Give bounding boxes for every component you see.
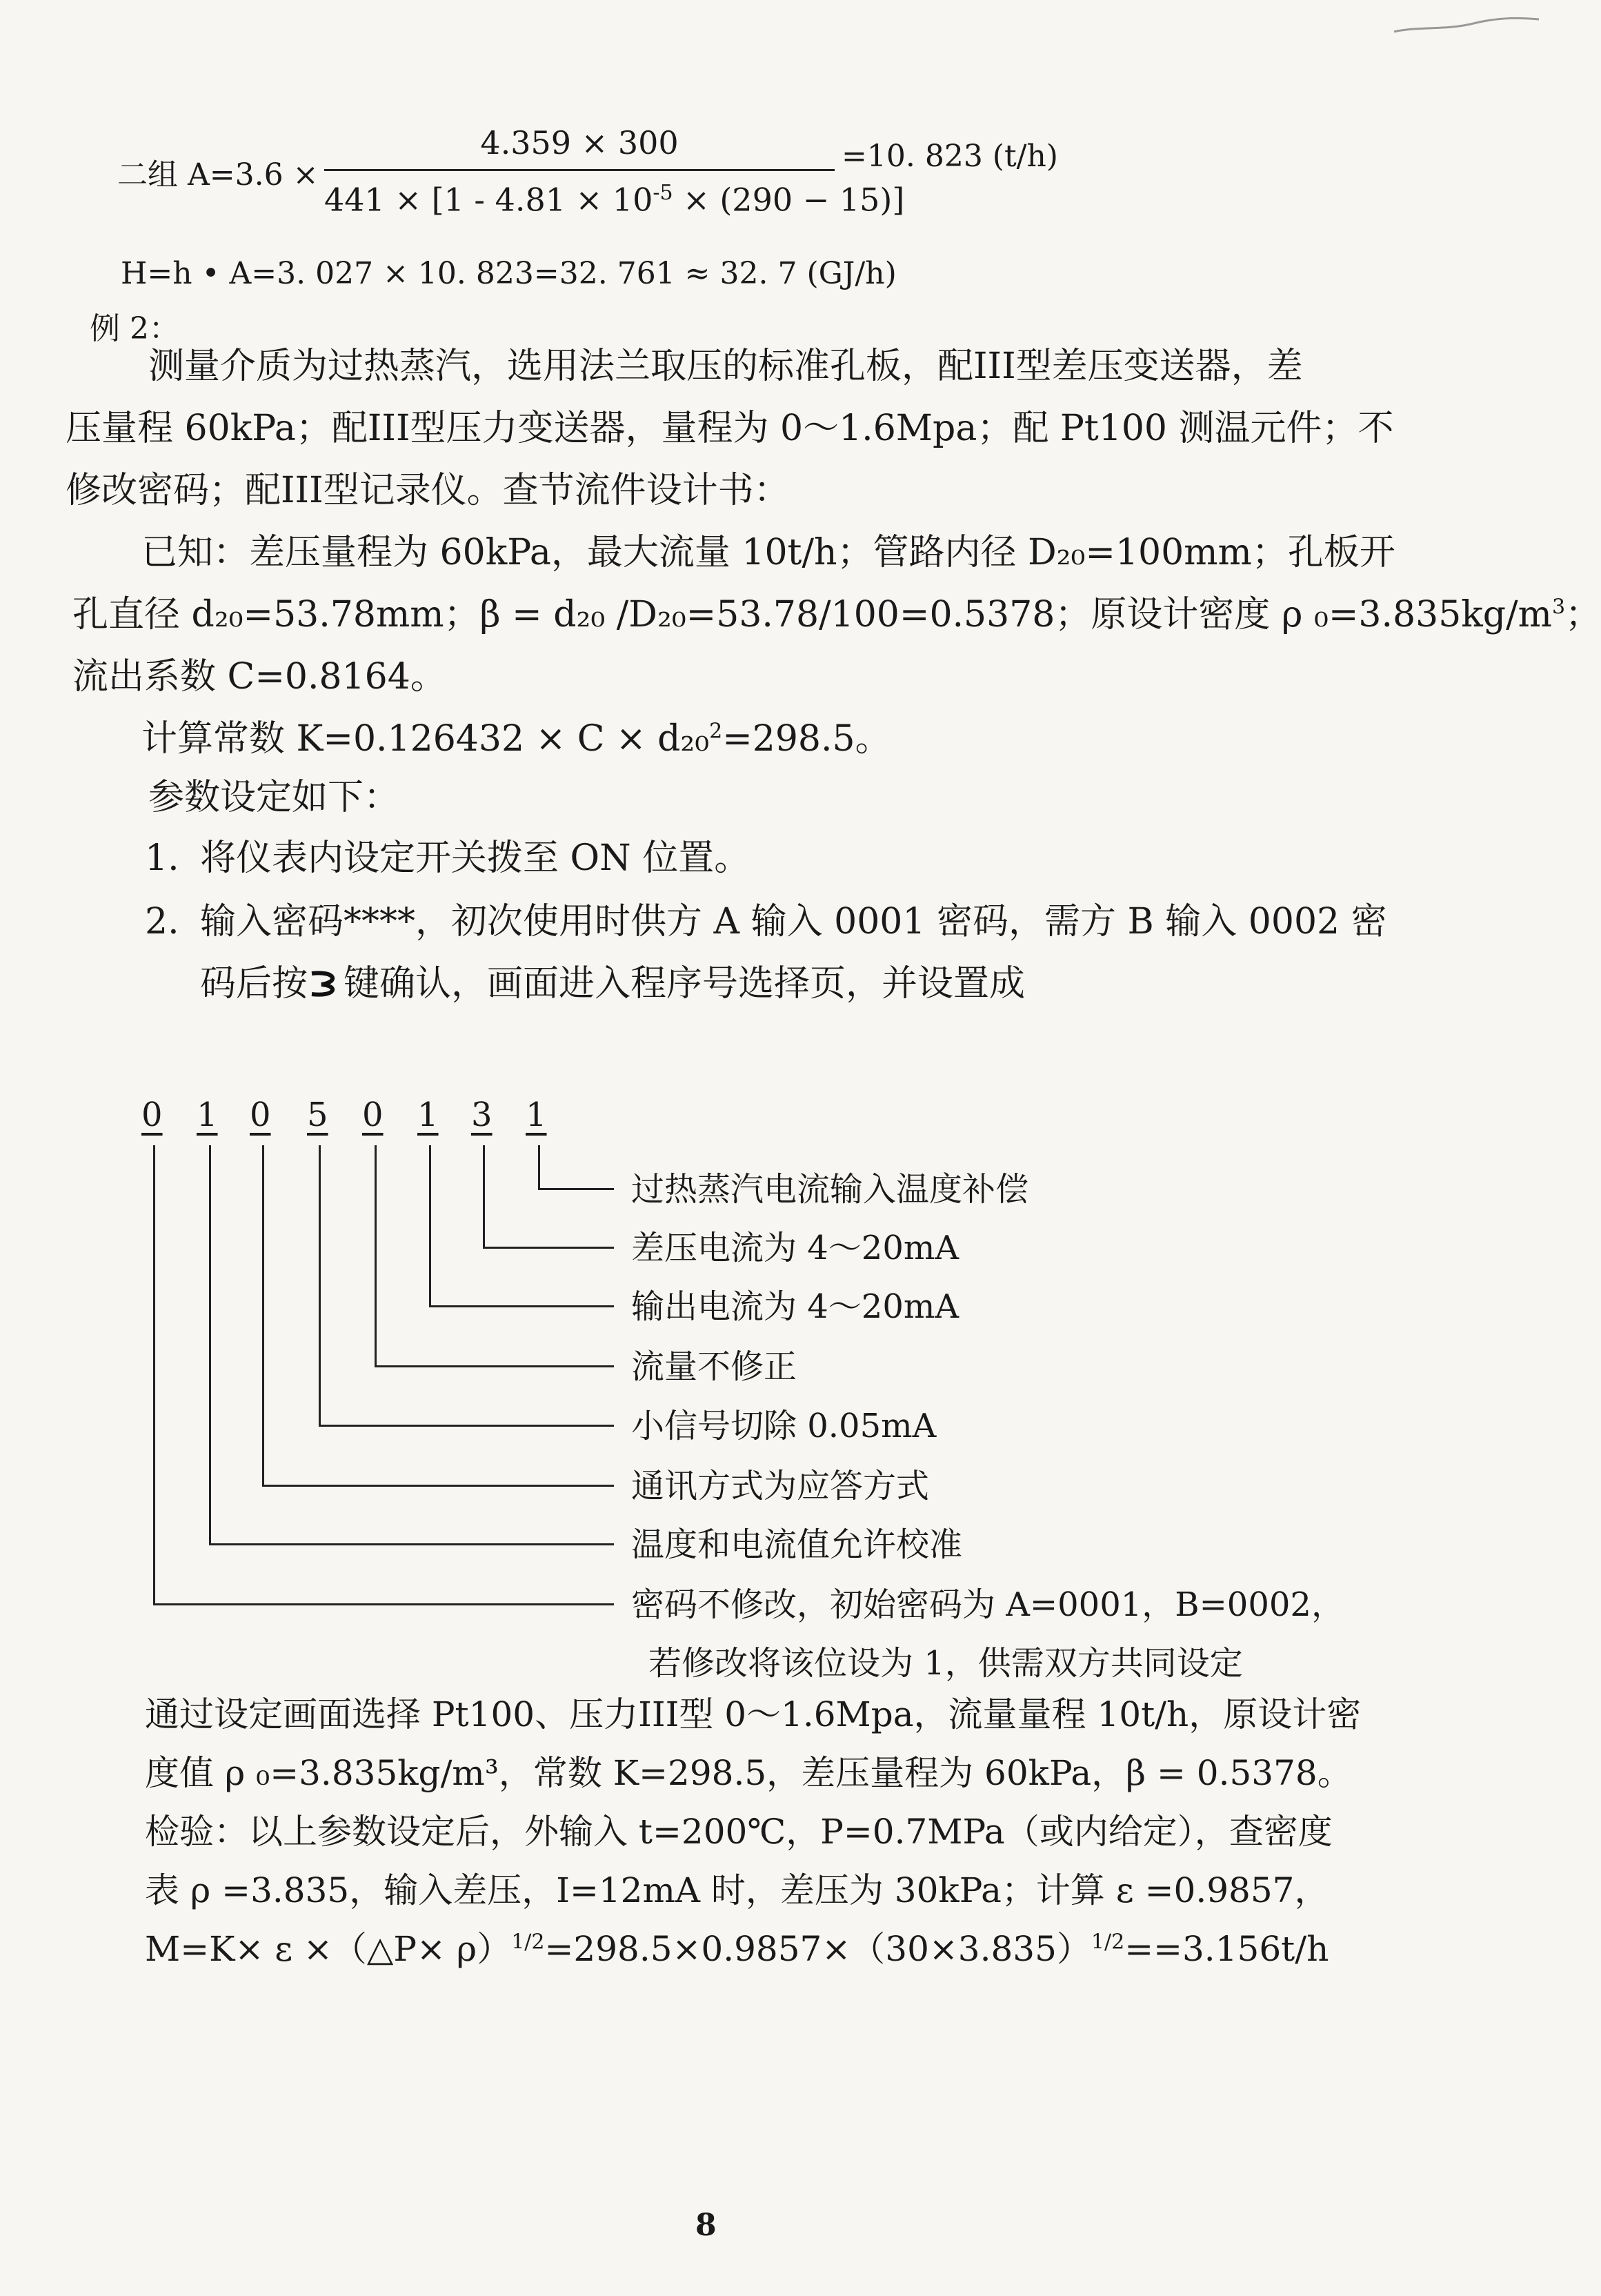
formula2: H=h • A=3. 027 × 10. 823=32. 761 ≈ 32. 7 (GJ/h) xyxy=(121,256,897,291)
constant-line: 计算常数 K=0.126432 × C × d₂₀$^2$=298.5。 xyxy=(141,718,891,760)
code-digit-7: 3 xyxy=(471,1096,493,1134)
params-heading: 参数设定如下： xyxy=(148,777,400,818)
example-label: 例 2： xyxy=(90,311,179,346)
known-line2: 孔直径 d₂₀=53.78mm；β = d₂₀ /D₂₀=53.78/100=0.5378；原设计密度 ρ $_0=3.835kg/m^3$； xyxy=(72,594,1601,635)
check-line1: 检验：以上参数设定后，外输入 t=200℃，P=0.7MPa（或内给定），查密度 xyxy=(145,1812,1333,1852)
pen-mark-icon xyxy=(1391,12,1542,40)
code-digit-2: 1 xyxy=(197,1096,218,1134)
step-1-text: 将仪表内设定开关拨至 ON 位置。 xyxy=(200,838,750,879)
code-digit-1: 0 xyxy=(141,1096,163,1134)
para1-line2: 压量程 60kPa；配III型压力变送器，量程为 0～1.6Mpa；配 Pt100 测温元件；不 xyxy=(66,408,1394,449)
final-formula: M=K× ε ×（△P× $\rho)^{1/2}=298.5\times 0.9857\times(30\times 3.835)^{1/2}==3.156t/h$ xyxy=(145,1929,1329,1969)
formula1-prefix: 二组 A=3.6 × xyxy=(117,157,319,192)
step-2-text: 输入密码****，初次使用时供方 A 输入 0001 密码，需方 B 输入 0002 密 xyxy=(200,901,1387,942)
check-line2: 表 ρ =3.835，输入差压，I=12mA 时，差压为 30kPa；计算 ε =0.9857， xyxy=(145,1870,1329,1910)
step-2-number: 2. xyxy=(145,901,179,942)
para1-line3: 修改密码；配III型记录仪。查节流件设计书： xyxy=(66,470,790,511)
code-label-2: 温度和电流值允许校准 xyxy=(631,1525,963,1564)
step-2-continuation: 码后按 键确认，画面进入程序号选择页，并设置成 xyxy=(200,963,1026,1004)
para1-line1: 测量介质为过热蒸汽，选用法兰取压的标准孔板，配III型差压变送器，差 xyxy=(148,346,1303,387)
step-1-number: 1. xyxy=(145,838,179,879)
code-label-3: 通讯方式为应答方式 xyxy=(631,1467,930,1505)
code-label-7: 差压电流为 4～20mA xyxy=(631,1229,959,1267)
code-digit-3: 0 xyxy=(250,1096,271,1134)
known-line3: 流出系数 C=0.8164。 xyxy=(72,656,446,697)
code-digit-8: 1 xyxy=(526,1096,547,1134)
code-label-1: 密码不修改，初始密码为 A=0001，B=0002， xyxy=(631,1585,1344,1624)
code-digit-5: 0 xyxy=(362,1096,384,1134)
formula1-numerator: 4.359 × 300 xyxy=(480,124,679,161)
code-label-8: 过热蒸汽电流输入温度补偿 xyxy=(631,1170,1029,1209)
page-number: 8 xyxy=(695,2208,717,2243)
fraction-bar xyxy=(324,169,835,171)
code-digit-4: 5 xyxy=(307,1096,328,1134)
code-digit-6: 1 xyxy=(417,1096,439,1134)
code-label-5: 流量不修正 xyxy=(631,1347,797,1386)
para2-line2: 度值 ρ ₀=3.835kg/m³，常数 K=298.5，差压量程为 60kPa，β = 0.5378。 xyxy=(145,1753,1352,1793)
code-label-6: 输出电流为 4～20mA xyxy=(631,1287,959,1326)
formula1-result: =10. 823 (t/h) xyxy=(842,139,1058,174)
enter-key-icon xyxy=(308,968,344,1000)
formula1-denominator: $441 \times [1 - 4.81 \times 10^{-5} \times (290 - 15)]$ xyxy=(324,181,905,219)
code-label-1-continuation: 若修改将该位设为 1，供需双方共同设定 xyxy=(648,1644,1243,1683)
para2-line1: 通过设定画面选择 Pt100、压力III型 0～1.6Mpa，流量量程 10t/h，原设计密 xyxy=(145,1694,1362,1734)
code-label-4: 小信号切除 0.05mA xyxy=(631,1407,937,1445)
known-line1: 已知：差压量程为 60kPa，最大流量 10t/h；管路内径 D₂₀=100mm；孔板开 xyxy=(141,532,1395,573)
